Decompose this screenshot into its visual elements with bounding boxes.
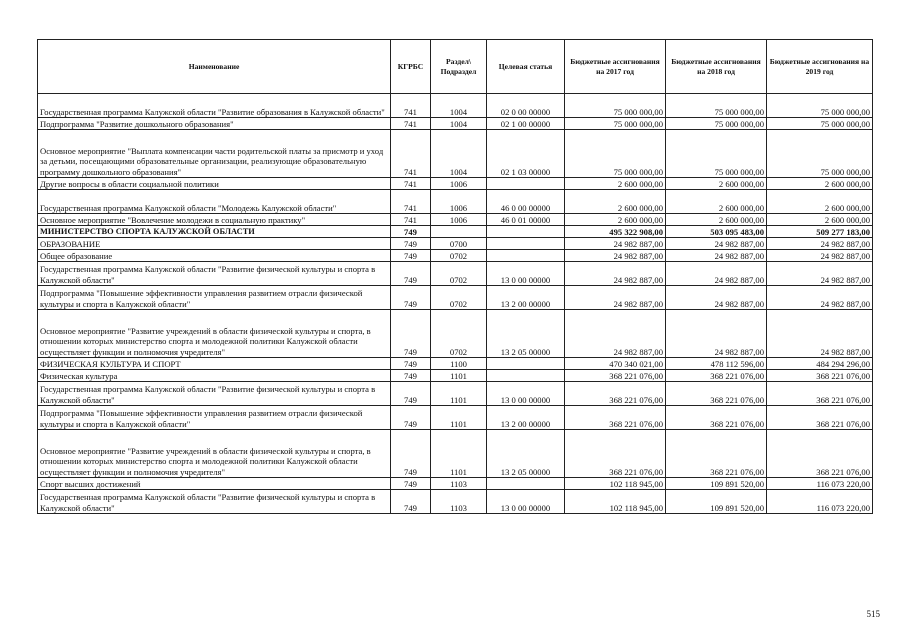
cell-y2017: 24 982 887,00 (565, 250, 666, 262)
cell-name: Государственная программа Калужской области "Развитие физической культуры и спорта в Калужской области" (38, 382, 391, 406)
cell-section: 1006 (431, 190, 487, 214)
header-2019: Бюджетные ассигнования на 2019 год (767, 40, 873, 94)
table-row (38, 250, 873, 262)
cell-y2018: 24 982 887,00 (666, 262, 767, 286)
cell-kgrbs: 749 (391, 262, 431, 286)
cell-y2018: 24 982 887,00 (666, 250, 767, 262)
table-row (38, 118, 873, 130)
cell-y2017: 24 982 887,00 (565, 310, 666, 358)
cell-y2019: 24 982 887,00 (767, 262, 873, 286)
table-row (38, 286, 873, 310)
cell-y2019: 75 000 000,00 (767, 130, 873, 178)
cell-kgrbs: 749 (391, 286, 431, 310)
cell-y2017: 368 221 076,00 (565, 430, 666, 478)
header-name: Наименование (38, 40, 391, 94)
cell-kgrbs: 741 (391, 94, 431, 118)
cell-kgrbs: 741 (391, 118, 431, 130)
cell-target: 13 2 05 00000 (487, 430, 565, 478)
cell-name: Основное мероприятие "Вовлечение молодежи в социальную практику" (38, 214, 391, 226)
cell-name: Общее образование (38, 250, 391, 262)
cell-y2017: 75 000 000,00 (565, 130, 666, 178)
cell-kgrbs: 749 (391, 226, 431, 238)
cell-kgrbs: 749 (391, 358, 431, 370)
header-section: Раздел\ Подраздел (431, 40, 487, 94)
cell-y2018: 2 600 000,00 (666, 214, 767, 226)
cell-kgrbs: 749 (391, 382, 431, 406)
cell-y2017: 2 600 000,00 (565, 190, 666, 214)
cell-y2017: 2 600 000,00 (565, 214, 666, 226)
cell-section: 0702 (431, 310, 487, 358)
cell-name: Подпрограмма "Повышение эффективности управления развитием отрасли физической культуры и спорта в Калужской области" (38, 286, 391, 310)
cell-y2017: 24 982 887,00 (565, 286, 666, 310)
table-row (38, 358, 873, 370)
cell-y2019: 116 073 220,00 (767, 478, 873, 490)
cell-y2017: 368 221 076,00 (565, 370, 666, 382)
cell-name: ОБРАЗОВАНИЕ (38, 238, 391, 250)
cell-target: 46 0 00 00000 (487, 190, 565, 214)
table-row (38, 214, 873, 226)
cell-target: 13 0 00 00000 (487, 382, 565, 406)
cell-y2019: 116 073 220,00 (767, 490, 873, 514)
cell-section: 1006 (431, 214, 487, 226)
table-header-row (38, 40, 873, 94)
table-row (38, 406, 873, 430)
cell-y2018: 75 000 000,00 (666, 94, 767, 118)
cell-kgrbs: 749 (391, 238, 431, 250)
cell-section: 0702 (431, 250, 487, 262)
budget-table (37, 39, 873, 514)
cell-kgrbs: 741 (391, 190, 431, 214)
cell-y2017: 75 000 000,00 (565, 94, 666, 118)
table-row (38, 382, 873, 406)
cell-section: 1101 (431, 430, 487, 478)
cell-y2018: 2 600 000,00 (666, 190, 767, 214)
cell-name: Другие вопросы в области социальной политики (38, 178, 391, 190)
cell-y2018: 24 982 887,00 (666, 286, 767, 310)
cell-y2017: 75 000 000,00 (565, 118, 666, 130)
table-row (38, 478, 873, 490)
header-kgrbs: КГРБС (391, 40, 431, 94)
cell-target: 13 0 00 00000 (487, 262, 565, 286)
cell-y2018: 368 221 076,00 (666, 370, 767, 382)
cell-target (487, 178, 565, 190)
cell-y2018: 24 982 887,00 (666, 310, 767, 358)
table-row (38, 190, 873, 214)
cell-y2018: 75 000 000,00 (666, 118, 767, 130)
cell-target: 13 0 00 00000 (487, 490, 565, 514)
cell-kgrbs: 749 (391, 370, 431, 382)
cell-y2017: 24 982 887,00 (565, 238, 666, 250)
cell-y2017: 495 322 908,00 (565, 226, 666, 238)
table-row (38, 430, 873, 478)
cell-y2019: 368 221 076,00 (767, 406, 873, 430)
cell-y2018: 478 112 596,00 (666, 358, 767, 370)
cell-y2019: 24 982 887,00 (767, 250, 873, 262)
cell-name: Государственная программа Калужской области "Развитие образования в Калужской области" (38, 94, 391, 118)
cell-target (487, 478, 565, 490)
cell-y2018: 368 221 076,00 (666, 406, 767, 430)
cell-y2019: 2 600 000,00 (767, 190, 873, 214)
cell-y2019: 2 600 000,00 (767, 178, 873, 190)
cell-y2019: 368 221 076,00 (767, 370, 873, 382)
cell-y2018: 368 221 076,00 (666, 430, 767, 478)
cell-target (487, 370, 565, 382)
cell-target (487, 250, 565, 262)
cell-target (487, 226, 565, 238)
cell-y2019: 368 221 076,00 (767, 382, 873, 406)
cell-name: Основное мероприятие "Развитие учреждений в области физической культуры и спорта, в отношении которых министерство спорта и молодежной политики Калужской области осуществляет функции и полномочия учредителя" (38, 430, 391, 478)
cell-section: 0702 (431, 262, 487, 286)
cell-section: 0700 (431, 238, 487, 250)
header-2018: Бюджетные ассигнования на 2018 год (666, 40, 767, 94)
cell-name: Физическая культура (38, 370, 391, 382)
cell-target: 02 1 03 00000 (487, 130, 565, 178)
cell-section: 1004 (431, 130, 487, 178)
cell-y2017: 102 118 945,00 (565, 478, 666, 490)
cell-y2017: 368 221 076,00 (565, 406, 666, 430)
cell-target: 46 0 01 00000 (487, 214, 565, 226)
cell-kgrbs: 749 (391, 310, 431, 358)
cell-section: 1101 (431, 370, 487, 382)
cell-y2019: 24 982 887,00 (767, 238, 873, 250)
cell-target (487, 358, 565, 370)
cell-section: 1004 (431, 94, 487, 118)
header-target: Целевая статья (487, 40, 565, 94)
cell-kgrbs: 749 (391, 250, 431, 262)
cell-y2017: 368 221 076,00 (565, 382, 666, 406)
cell-y2018: 2 600 000,00 (666, 178, 767, 190)
cell-y2017: 2 600 000,00 (565, 178, 666, 190)
table-row (38, 94, 873, 118)
cell-section: 1004 (431, 118, 487, 130)
cell-name: Государственная программа Калужской области "Молодежь Калужской области" (38, 190, 391, 214)
cell-y2017: 470 340 021,00 (565, 358, 666, 370)
cell-y2017: 102 118 945,00 (565, 490, 666, 514)
cell-y2019: 2 600 000,00 (767, 214, 873, 226)
cell-y2018: 109 891 520,00 (666, 478, 767, 490)
table-row (38, 238, 873, 250)
cell-section: 1006 (431, 178, 487, 190)
cell-section: 0702 (431, 286, 487, 310)
cell-y2019: 75 000 000,00 (767, 94, 873, 118)
table-row (38, 262, 873, 286)
cell-kgrbs: 741 (391, 214, 431, 226)
cell-name: МИНИСТЕРСТВО СПОРТА КАЛУЖСКОЙ ОБЛАСТИ (38, 226, 391, 238)
table-row (38, 310, 873, 358)
cell-target: 02 1 00 00000 (487, 118, 565, 130)
cell-kgrbs: 741 (391, 130, 431, 178)
cell-y2018: 109 891 520,00 (666, 490, 767, 514)
cell-y2019: 484 294 296,00 (767, 358, 873, 370)
cell-name: Подпрограмма "Повышение эффективности управления развитием отрасли физической культуры и спорта в Калужской области" (38, 406, 391, 430)
table-row (38, 226, 873, 238)
cell-target: 13 2 00 00000 (487, 406, 565, 430)
cell-y2019: 24 982 887,00 (767, 286, 873, 310)
cell-section: 1101 (431, 406, 487, 430)
table-row (38, 490, 873, 514)
cell-y2017: 24 982 887,00 (565, 262, 666, 286)
table-row (38, 370, 873, 382)
cell-y2018: 75 000 000,00 (666, 130, 767, 178)
header-2017: Бюджетные ассигнования на 2017 год (565, 40, 666, 94)
cell-section: 1100 (431, 358, 487, 370)
cell-target (487, 238, 565, 250)
cell-y2019: 509 277 183,00 (767, 226, 873, 238)
cell-name: Государственная программа Калужской области "Развитие физической культуры и спорта в Калужской области" (38, 490, 391, 514)
cell-target: 13 2 00 00000 (487, 286, 565, 310)
cell-kgrbs: 749 (391, 490, 431, 514)
cell-name: Основное мероприятие "Выплата компенсации части родительской платы за присмотр и уход за детьми, посещающими образовательные организации, реализующие образовательную программу дошкольного образования" (38, 130, 391, 178)
cell-name: Основное мероприятие "Развитие учреждений в области физической культуры и спорта, в отношении которых министерство спорта и молодежной политики Калужской области осуществляет функции и полномочия учредителя" (38, 310, 391, 358)
cell-target: 02 0 00 00000 (487, 94, 565, 118)
table-row (38, 178, 873, 190)
cell-y2019: 75 000 000,00 (767, 118, 873, 130)
cell-name: Спорт высших достижений (38, 478, 391, 490)
cell-name: Государственная программа Калужской области "Развитие физической культуры и спорта в Калужской области" (38, 262, 391, 286)
cell-y2019: 368 221 076,00 (767, 430, 873, 478)
cell-kgrbs: 741 (391, 178, 431, 190)
cell-section: 1101 (431, 382, 487, 406)
cell-section: 1103 (431, 478, 487, 490)
cell-y2019: 24 982 887,00 (767, 310, 873, 358)
cell-name: ФИЗИЧЕСКАЯ КУЛЬТУРА И СПОРТ (38, 358, 391, 370)
page-number: 515 (866, 609, 880, 619)
cell-section (431, 226, 487, 238)
table-row (38, 130, 873, 178)
cell-target: 13 2 05 00000 (487, 310, 565, 358)
cell-kgrbs: 749 (391, 430, 431, 478)
cell-name: Подпрограмма "Развитие дошкольного образования" (38, 118, 391, 130)
cell-kgrbs: 749 (391, 478, 431, 490)
cell-y2018: 503 095 483,00 (666, 226, 767, 238)
cell-y2018: 24 982 887,00 (666, 238, 767, 250)
cell-y2018: 368 221 076,00 (666, 382, 767, 406)
cell-section: 1103 (431, 490, 487, 514)
cell-kgrbs: 749 (391, 406, 431, 430)
